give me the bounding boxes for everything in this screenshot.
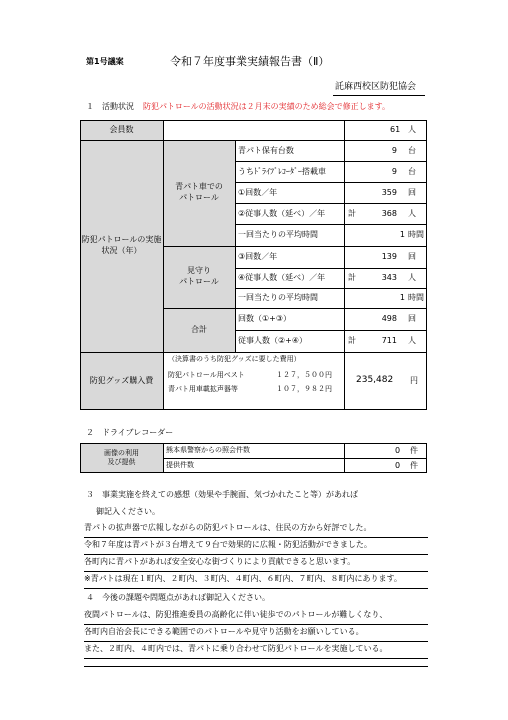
- section4-line: また、２町内、４町内では、青パトに乗り合わせて防犯パトロールを実施している。: [84, 644, 388, 653]
- total-label: 合計: [191, 325, 207, 334]
- aopato-label: 青パト車での パトロール: [175, 182, 223, 202]
- row-value: 711: [381, 336, 397, 345]
- goods-label-cell: [80, 352, 163, 410]
- status-label: 防犯パトロールの実施状況（年）: [81, 235, 162, 255]
- recorder-label: 画像の利用 及び提供: [104, 449, 139, 466]
- table-row: [238, 182, 427, 203]
- row-value: 498: [381, 314, 397, 323]
- writing-line: [84, 537, 428, 538]
- row-value: 368: [381, 209, 397, 218]
- row-value: 359: [381, 188, 397, 197]
- recorder-row-value: 0: [395, 446, 401, 455]
- goods-item-name: 防犯パトロール用ベスト: [168, 371, 245, 379]
- writing-line: [84, 554, 428, 555]
- table-row: [238, 224, 427, 246]
- writing-line: [84, 588, 428, 589]
- section3-line: 青パトの拡声器で広報しながらの防犯パトロールは、住民の方から好評でした。: [84, 523, 372, 532]
- agenda-number: 第1号議案: [86, 57, 124, 66]
- writing-line: [84, 666, 428, 667]
- row-value: 1: [399, 230, 405, 239]
- section3-heading: ３ 事業実施を終えての感想（効果や手腕面、気づかれたこと等）があれば: [86, 490, 358, 499]
- total-label-cell: [163, 308, 235, 352]
- row-unit: 時間: [408, 230, 424, 239]
- goods-item-name: 青パト用車載拡声器等: [168, 385, 238, 393]
- goods-item-amount: １０７，９８２円: [276, 385, 332, 393]
- table-row: [238, 288, 427, 308]
- table-row: [238, 246, 427, 268]
- members-value: 61: [390, 125, 401, 134]
- section3-line: ※青パトは現在１町内、２町内、３町内、４町内、６町内、７町内、８町内にあります。: [84, 574, 402, 583]
- writing-line: [84, 641, 428, 642]
- row-value: 139: [381, 252, 397, 261]
- row-prefix: 計: [348, 273, 356, 282]
- writing-line: [84, 571, 428, 572]
- row-label: ④従事人数（延べ）／年: [238, 273, 326, 282]
- row-label: 従事人数（②+④）: [238, 336, 308, 345]
- goods-total: 235,482: [356, 375, 394, 385]
- section4-heading: ４ 今後の課題や問題点があれば御記入ください。: [86, 593, 270, 602]
- section3-heading-continued: 御記入ください。: [96, 507, 160, 516]
- row-unit: 台: [408, 167, 416, 176]
- row-label: ③回数／年: [238, 252, 278, 261]
- row-label: うちﾄﾞﾗｲﾌﾞﾚｺｰﾀﾞｰ搭載車: [238, 167, 326, 176]
- recorder-row-unit: 件: [410, 461, 418, 470]
- row-value: 9: [391, 146, 397, 155]
- row-label: 一回当たりの平均時間: [238, 293, 318, 302]
- recorder-row-unit: 件: [410, 446, 418, 455]
- table-row: [238, 203, 427, 224]
- section3-line: 各町内に青パトがあれば安全安心な街づくりにより貢献できると思います。: [84, 557, 356, 566]
- goods-unit: 円: [410, 376, 418, 385]
- row-prefix: 計: [348, 336, 356, 345]
- row-label: ①回数／年: [238, 188, 278, 197]
- table-row: [238, 308, 427, 330]
- recorder-row-value: 0: [395, 461, 401, 470]
- page-title: 令和７年度事業実績報告書（Ⅱ）: [170, 55, 330, 68]
- writing-line: [84, 624, 428, 625]
- recorder-row-label: 提供件数: [166, 461, 194, 469]
- recorder-row-label: 熊本県警察からの照会件数: [166, 446, 250, 454]
- recorder-table: [80, 443, 427, 473]
- writing-line: [84, 658, 428, 659]
- row-unit: 回: [408, 252, 416, 261]
- row-value: 1: [399, 293, 405, 302]
- organization-underline: [333, 95, 425, 96]
- activity-table: [80, 120, 427, 410]
- mimamori-label: 見守り パトロール: [179, 266, 219, 286]
- row-value: 343: [381, 273, 397, 282]
- section4-line: 各町内自治会長にできる範囲でのパトロールや見守り活動をお願いしている。: [84, 627, 364, 636]
- section4-line: 夜間パトロールは、防犯推進委員の高齢化に伴い徒歩でのパトロールが難しくなり、: [84, 610, 388, 619]
- row-value: 9: [391, 167, 397, 176]
- table-row: [238, 161, 427, 182]
- recorder-label-cell: [80, 443, 163, 473]
- row-unit: 人: [408, 273, 416, 282]
- organization-name: 託麻西校区防犯協会: [335, 82, 417, 92]
- row-unit: 回: [408, 314, 416, 323]
- section1-note: 防犯パトロールの活動状況は２月末の実績のため総会で修正します。: [143, 102, 391, 111]
- table-row: [238, 268, 427, 288]
- table-row: [238, 330, 427, 352]
- status-label-cell: [80, 140, 163, 352]
- members-unit: 人: [408, 125, 416, 134]
- row-unit: 人: [408, 209, 416, 218]
- row-unit: 台: [408, 146, 416, 155]
- members-label-cell: [80, 120, 163, 140]
- row-label: 一回当たりの平均時間: [238, 230, 318, 239]
- section1-heading: １ 活動状況: [86, 102, 134, 111]
- row-unit: 人: [408, 336, 416, 345]
- aopato-label-cell: [163, 140, 235, 246]
- row-label: 青パト保有台数: [238, 146, 294, 155]
- goods-item-amount: １２７，５００円: [276, 371, 332, 379]
- row-unit: 回: [408, 188, 416, 197]
- row-unit: 時間: [408, 293, 424, 302]
- members-label: 会員数: [109, 125, 134, 134]
- goods-subheading: （決算書のうち防犯グッズに要した費用）: [168, 355, 301, 363]
- table-row: [238, 140, 427, 161]
- row-prefix: 計: [348, 209, 356, 218]
- section3-line: 令和７年度は青パトが３台増えて９台で効果的に広報・防犯活動ができました。: [84, 540, 372, 549]
- row-label: ②従事人数（延べ）／年: [238, 209, 326, 218]
- row-label: 回数（①+③）: [238, 314, 292, 323]
- section2-heading: ２ ドライブレコーダー: [86, 428, 174, 437]
- goods-label: 防犯グッズ購入費: [89, 376, 154, 385]
- mimamori-label-cell: [163, 246, 235, 308]
